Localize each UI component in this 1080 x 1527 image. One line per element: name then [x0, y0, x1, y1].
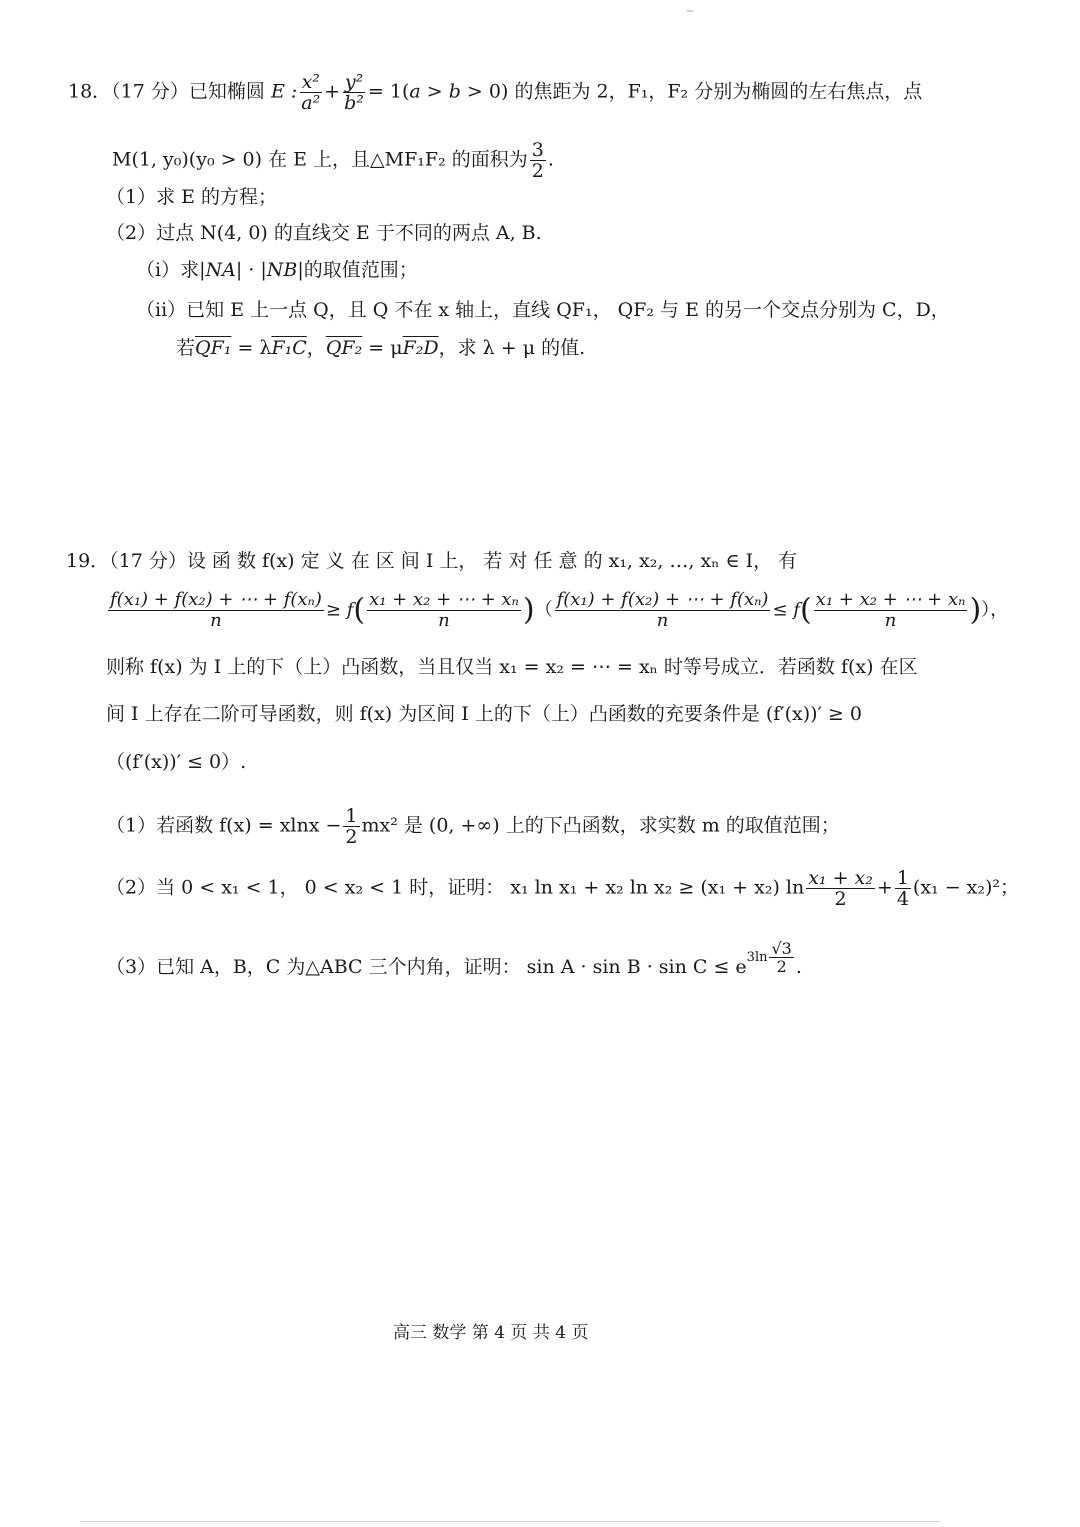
- q19-part1-b: mx² 是 (0, +∞) 上的下凸函数，求实数 m 的取值范围；: [361, 814, 840, 837]
- bottom-rule: [80, 1521, 940, 1522]
- frac-3-2: $\frac{3}{2}$: [531, 139, 544, 182]
- frac-sum-x-over-n-2: $\frac{\text{x₁ + x₂ + ⋯ + xₙ}}{n}$: [815, 589, 966, 631]
- frac-sqrt3-2: $\frac{√3}{2}$: [771, 939, 792, 976]
- q19-part2-c: (x₁ − x₂)²；: [912, 876, 1020, 899]
- q19-line3: 则称 f(x) 为 I 上的下（上）凸函数，当且仅当 x₁ = x₂ = ⋯ = xₙ 时等号成立．若函数 f(x) 在区: [106, 656, 918, 678]
- q18-line2: M(1, y₀)(y₀ > 0) 在 E 上，且△MF₁F₂ 的面积为 $\frac{3}{2}$ .: [112, 139, 554, 182]
- frac-x1-plus-x2-over-2: $\frac{\text{x₁ + x₂}}{2}$: [808, 867, 873, 910]
- vector-F2D: F₂D: [402, 337, 439, 359]
- q18-focal-text: 的焦距为 2，F₁，F₂ 分别为椭圆的左右焦点，点: [514, 80, 923, 103]
- q18-point-M-text: M(1, y₀)(y₀ > 0) 在 E 上，且△MF₁F₂ 的面积为: [112, 148, 528, 171]
- q19-part3-a: （3）已知 A，B，C 为△ABC 三个内角，证明： sin A · sin B · sin C ≤ e: [106, 956, 747, 978]
- frac-sum-x-over-n: $\frac{\text{x₁ + x₂ + ⋯ + xₙ}}{n}$: [369, 589, 519, 631]
- q18-part2-i-tail: 的取值范围；: [303, 259, 418, 281]
- q19-part3: [106, 940, 802, 979]
- q19-part1: [106, 806, 840, 847]
- q19-line5: （(f′(x))′ ≤ 0）.: [106, 751, 247, 773]
- q19-plus: +: [876, 876, 893, 899]
- q18-part2-ii-line2: 若QF₁ = λF₁C，QF₂ = μF₂D，求 λ + μ 的值.: [176, 337, 586, 359]
- frac-sum-f-over-n: $\frac{\text{f(x₁) + f(x₂) + ⋯ + f(xₙ)}}{n}$: [110, 589, 322, 631]
- ellipse-E: E :: [264, 80, 298, 103]
- q19-line4: 间 I 上存在二阶可导函数，则 f(x) 为区间 I 上的下（上）凸函数的充要条件是 (f′(x))′ ≥ 0: [106, 703, 862, 725]
- frac-1-2: $\frac{1}{2}$: [345, 805, 358, 848]
- exp-3ln: 3ln: [746, 950, 768, 965]
- vector-QF1: QF₁: [195, 337, 232, 359]
- frac-x2-a2: $\frac{\text{x²}}{\text{a²}}$: [301, 71, 321, 114]
- q18-comma: ，: [306, 337, 326, 359]
- q18-ask: ，求 λ + μ 的值.: [438, 337, 586, 359]
- q18-intro: 18．（17 分）已知椭圆: [68, 80, 265, 103]
- frac-sum-f-over-n-2: $\frac{\text{f(x₁) + f(x₂) + ⋯ + f(xₙ)}}{n}$: [556, 589, 769, 631]
- q18-part2-i: [136, 258, 418, 282]
- vector-QF2: QF₂: [325, 337, 363, 359]
- page-footer: 高三 数学 第 4 页 共 4 页: [393, 1323, 589, 1343]
- q18-part2-i-label: （i）求: [136, 259, 200, 281]
- frac-1-4: $\frac{1}{4}$: [896, 867, 909, 910]
- q18-part2: （2）过点 N(4, 0) 的直线交 E 于不同的两点 A, B.: [106, 222, 542, 244]
- q18-part1: （1）求 E 的方程；: [106, 186, 278, 208]
- q19-jensen-inequality: $\frac{\text{f(x₁) + f(x₂) + ⋯ + f(xₙ)}}{n}$ ≥ f( $\frac{\text{x₁ + x₂ + ⋯ + xₙ}}{n}$ )（ $\frac{\text{f(x₁) + f(x₂) + ⋯ + f(xₙ)}}{n}$ ≤ f( $\frac{\text{x₁ + x₂ + ⋯ + xₙ}}{n}$ )），: [110, 589, 1009, 631]
- q19-period: .: [795, 956, 802, 978]
- q19-part1-a: （1）若函数 f(x) = xlnx −: [106, 814, 342, 837]
- scan-speck: [687, 10, 693, 12]
- q19-line1: 19．（17 分）设 函 数 f(x) 定 义 在 区 间 I 上， 若 对 任 意 的 x₁, x₂, …, xₙ ∈ I， 有: [66, 550, 798, 572]
- abs-NA-NB: |NA| · |NB|: [199, 259, 304, 281]
- q19-part2: [106, 868, 1019, 909]
- q18-line1: 18．（17 分）已知椭圆 E : $\frac{\text{x²}}{\text{a²}}$ + $\frac{\text{y²}}{\text{b²}}$ = 1(a > b > 0) 的焦距为 2，F₁，F₂ 分别为椭圆的左右焦点，点: [68, 71, 923, 114]
- q19-part2-a: （2）当 0 < x₁ < 1， 0 < x₂ < 1 时，证明： x₁ ln x₁ + x₂ ln x₂ ≥ (x₁ + x₂) ln: [106, 876, 805, 899]
- frac-y2-b2: $\frac{\text{y²}}{\text{b²}}$: [344, 71, 364, 114]
- q18-part2-ii-line1: （ii）已知 E 上一点 Q，且 Q 不在 x 轴上，直线 QF₁， QF₂ 与 E 的另一个交点分别为 C，D，: [136, 299, 950, 321]
- q18-if: 若: [176, 337, 196, 359]
- vector-F1C: F₁C: [271, 337, 307, 359]
